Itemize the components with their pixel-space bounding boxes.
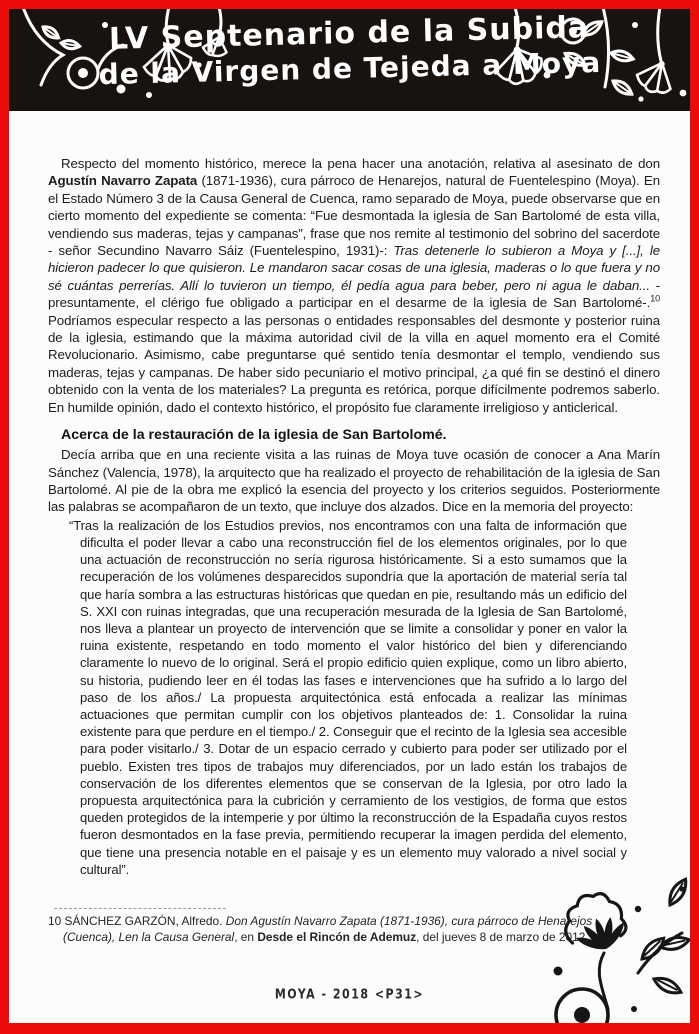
section-heading: Acerca de la restauración de la iglesia de San Bartolomé. [61, 427, 447, 444]
article-body [48, 155, 660, 907]
page-footer: MOYA - 2018 <P31> [274, 986, 425, 1003]
header-band [9, 9, 690, 111]
project-memory-quote: “Tras la realización de los Estudios previos, nos encontramos con una falta de información que dificulta el poder llevar a cabo una reconstrucción fiel de los elementos originales, por lo que una actuación de reconstrucción no sería rigurosa históricamente. Si a esto sumamos que la recuperación de los volúmenes desparecidos supondría que la aportación de material sería tal que haría sombra a las estructuras históricas que quedan en pie, resultando más un edificio del S. XXI con ruinas integradas, que una recuperación mesurada de la Iglesia de San Bartolomé, nos lleva a plantear un proyecto de intervención que se limite a consolidar y poner en valor la ruina existente, respetando en todo momento el valor histórico del bien y diferenciando claramente lo nuevo de lo original. Será el propio edificio quien explique, como un libro abierto, su historia, pudiendo leer en él todas las fases e intervenciones que ha sufrido a lo largo del paso de los años./ La propuesta arquitectónica está enfocada a realizar las mínimas actuaciones que permitan cumplir con los objetivos planteados de: 1. Consolidar la ruina existente para que perdure en el tiempo./ 2. Conseguir que el recinto de la Iglesia sea accesible para poder visitarlo./ 3. Dotar de un espacio cerrado y cubierto para poder ser utilizado por el pueblo. Existen tres tipos de trabajos muy diferenciados, por un lado están los trabajos de conservación de los diferentes elementos que se conservan de la Iglesia, por otro lado la propuesta arquitectónica para la cubrición y cerramiento de los vestigios, de forma que estos queden protegidos de la intemperie y por último la reconstrucción de la Espadaña cuyos restos fueron desmontados en la fase previa, permitiendo recuperar la imagen perdida del elemento, que tiene una presencia notable en el paisaje y es un elemento muy valorado a nivel social y cultural”. [69, 517, 627, 877]
footnote-10: 10 SÁNCHEZ GARZÓN, Alfredo. Don Agustín Navarro Zapata (1871-1936), cura párroco de Henarejos (Cuenca), Len la Causa General, en Desde el Rincón de Ademuz, del jueves 8 de marzo de 2012. [48, 914, 593, 944]
footnote-block [48, 908, 623, 945]
paragraph-historical-note: Respecto del momento histórico, merece la pena hacer una anotación, relativa al asesinato de don Agustín Navarro Zapata (1871-1936), cura párroco de Henarejos, natural de Fuentelespino (Moya). En el Estado Número 3 de la Causa General de Cuenca, ramo separado de Moya, puede observarse que en cierto momento del expediente se comenta: “Fue desmontada la iglesia de San Bartolomé de esta villa, vendiendo sus maderas, tejas y campanas”, frase que nos remite al testimonio del sobrino del sacerdote - señor Secundino Navarro Sáiz (Fuentelespino, 1931)-: Tras detenerle lo subieron a Moya y [...], le hicieron padecer lo que quisieron. Le mandaron sacar cosas de una iglesia, maderas o lo que fuera y no sé cuántas perrerías. Allí lo tuvieron un tiempo, él pedía agua para beber, pero ni agua le daban... - presuntamente, el clérigo fue obligado a participar en el desarme de la iglesia de San Bartolomé-.$^{10}$ Podríamos especular respecto a las personas o entidades responsables del desmonte y posterior ruina de la iglesia, estimando que la máxima autoridad civil de la villa en aquel momento era el Comité Revolucionario. Asimismo, cabe preguntarse qué sentido tenía desmontar el templo, vendiendo sus maderas, tejas y campanas. De haber sido pecuniario el motivo principal, ¿a qué fin se destinó el dinero obtenido con la venta de los materiales? La pregunta es retórica, porque difícilmente podremos saberlo. En humilde opinión, dado el contexto histórico, el propósito fue claramente irreligioso y anticlerical. [48, 156, 660, 415]
page-title-line1: LV Septenario de la Subida [108, 10, 590, 57]
paragraph-restoration: Decía arriba que en una reciente visita a las ruinas de Moya tuve ocasión de conocer a Ana Marín Sánchez (Valencia, 1978), la arquitecto que ha realizado el proyecto de rehabilitación de la iglesia de San Bartolomé. Al pie de la obra me explicó la esencia del proyecto y los criterios seguidos. Posteriormente las palabras se acompañaron de un texto, que incluye dos alzados. Dice en la memoria del proyecto: [48, 447, 660, 515]
footnote-divider [54, 908, 226, 909]
page-title-line2: de la Virgen de Tejeda a Moya [98, 45, 602, 92]
